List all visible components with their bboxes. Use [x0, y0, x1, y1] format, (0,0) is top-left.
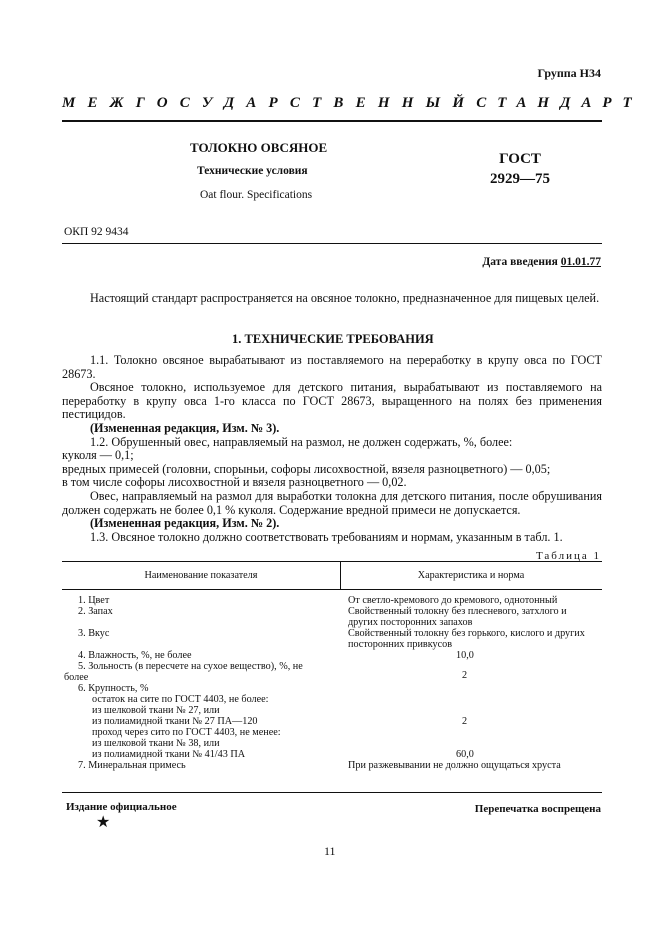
table-row-indicator: проход через сито по ГОСТ 4403, не менее:	[92, 727, 281, 738]
clause-1-2-cockle: куколя — 0,1;	[62, 448, 134, 463]
document-subtitle: Технические условия	[197, 165, 308, 177]
requirements-table	[62, 561, 602, 771]
table-row-value: 2	[462, 670, 468, 681]
group-code: Группа Н34	[537, 66, 601, 80]
table-top-rule	[62, 561, 602, 562]
table-row-indicator: из полиамидной ткани № 27 ПА—120	[92, 716, 258, 727]
standard-banner	[62, 95, 643, 112]
table-row-value: 2	[462, 716, 468, 727]
english-title: Oat flour. Specifications	[200, 189, 313, 201]
banner-rule	[62, 120, 602, 122]
table-row-value: посторонних привкусов	[348, 639, 453, 650]
table-row-indicator: остаток на сите по ГОСТ 4403, не более:	[92, 694, 269, 705]
effective-date	[482, 256, 601, 268]
table-row-indicator: 7. Минеральная примесь	[78, 760, 186, 771]
section-body	[62, 354, 602, 544]
amendment-note-3: (Измененная редакция, Изм. № 3).	[90, 420, 280, 435]
footer-rule	[62, 792, 602, 793]
table-header-rule	[62, 589, 602, 590]
table-row-indicator: 1. Цвет	[78, 595, 110, 606]
intro-text: Настоящий стандарт распространяется на овсяное толокно, предназначенное для пищевых целей.	[90, 291, 600, 305]
page-number: 11	[324, 844, 336, 858]
table-row-value: При разжевывании не должно ощущаться хруста	[348, 760, 561, 771]
table-row-indicator: из шелковой ткани № 38, или	[92, 738, 220, 749]
gost-number: 2929—75	[490, 171, 550, 187]
table-row-indicator: 6. Крупность, %	[78, 683, 149, 694]
table-row-value: Свойственный толокну без горького, кислого и других	[348, 628, 585, 639]
effective-date-value: 01.01.77	[560, 256, 601, 268]
table-row-value: других посторонних запахов	[348, 617, 473, 628]
banner-word-standard: СТАНДАРТ	[476, 95, 643, 111]
table-row-indicator: более	[64, 672, 89, 683]
clause-1-2-sophora: в том числе софоры лисохвостной и вязеля разноцветного — 0,02.	[62, 475, 407, 490]
table-row-indicator: 5. Зольность (в пересчете на сухое вещество), %, не	[78, 661, 303, 672]
section-title: 1. ТЕХНИЧЕСКИЕ ТРЕБОВАНИЯ	[232, 332, 434, 346]
banner-word-interstate: МЕЖГОСУДАРСТВЕННЫЙ	[62, 95, 477, 111]
amendment-note-2: (Измененная редакция, Изм. № 2).	[90, 516, 280, 531]
table-header-indicator: Наименование показателя	[144, 570, 258, 581]
table-row-indicator: из шелковой ткани № 27, или	[92, 705, 220, 716]
clause-1-3: 1.3. Овсяное толокно должно соответствовать требованиям и нормам, указанным в табл. 1.	[90, 529, 563, 544]
clause-1-1-children: Овсяное толокно, используемое для детского питания, вырабатывают из поставляемого на переработку в крупу овса 1-го класса по ГОСТ 28673, выращенного на полях без применения пестицидов.	[62, 380, 602, 422]
table-row-indicator: 2. Запах	[78, 606, 113, 617]
table-row-value: 10,0	[456, 650, 474, 661]
clause-1-2-children: Овес, направляемый на размол для выработки толокна для детского питания, после обрушивания должен содержать не более 0,1 % куколя. Содержание вредной примеси не допускается.	[62, 488, 602, 517]
okp-code: ОКП 92 9434	[64, 226, 129, 238]
clause-1-1: 1.1. Толокно овсяное вырабатывают из поставляемого на переработку в крупу овса по ГОСТ 28673.	[62, 353, 602, 381]
table-row-indicator: 3. Вкус	[78, 628, 110, 639]
gost-designation	[487, 149, 553, 189]
clause-1-2-harmful: вредных примесей (головни, спорыньи, софоры лисохвостной, вязеля разноцветного) — 0,05;	[62, 461, 551, 476]
clause-1-2: 1.2. Обрушенный овес, направляемый на размол, не должен содержать, %, более:	[90, 434, 513, 449]
header-divider	[62, 243, 602, 244]
table-row-value: От светло-кремового до кремового, однотонный	[348, 595, 558, 606]
effective-date-label: Дата введения	[482, 256, 558, 268]
table-row-indicator: 4. Влажность, %, не более	[78, 650, 192, 661]
official-edition-label: Издание официальное	[66, 801, 177, 813]
table-row-value: 60,0	[456, 749, 474, 760]
gost-label: ГОСТ	[499, 151, 541, 167]
table-header-norm: Характеристика и норма	[417, 570, 525, 581]
table-caption: Таблица 1	[535, 550, 601, 562]
table-row-value: Свойственный толокну без плесневого, затхлого и	[348, 606, 567, 617]
reprint-prohibited-label: Перепечатка воспрещена	[474, 803, 601, 815]
document-title: ТОЛОКНО ОВСЯНОЕ	[190, 140, 328, 155]
table-row-indicator: из полиамидной ткани № 41/43 ПА	[92, 749, 246, 760]
intro-paragraph	[62, 292, 602, 306]
star-icon: ★	[96, 814, 111, 831]
